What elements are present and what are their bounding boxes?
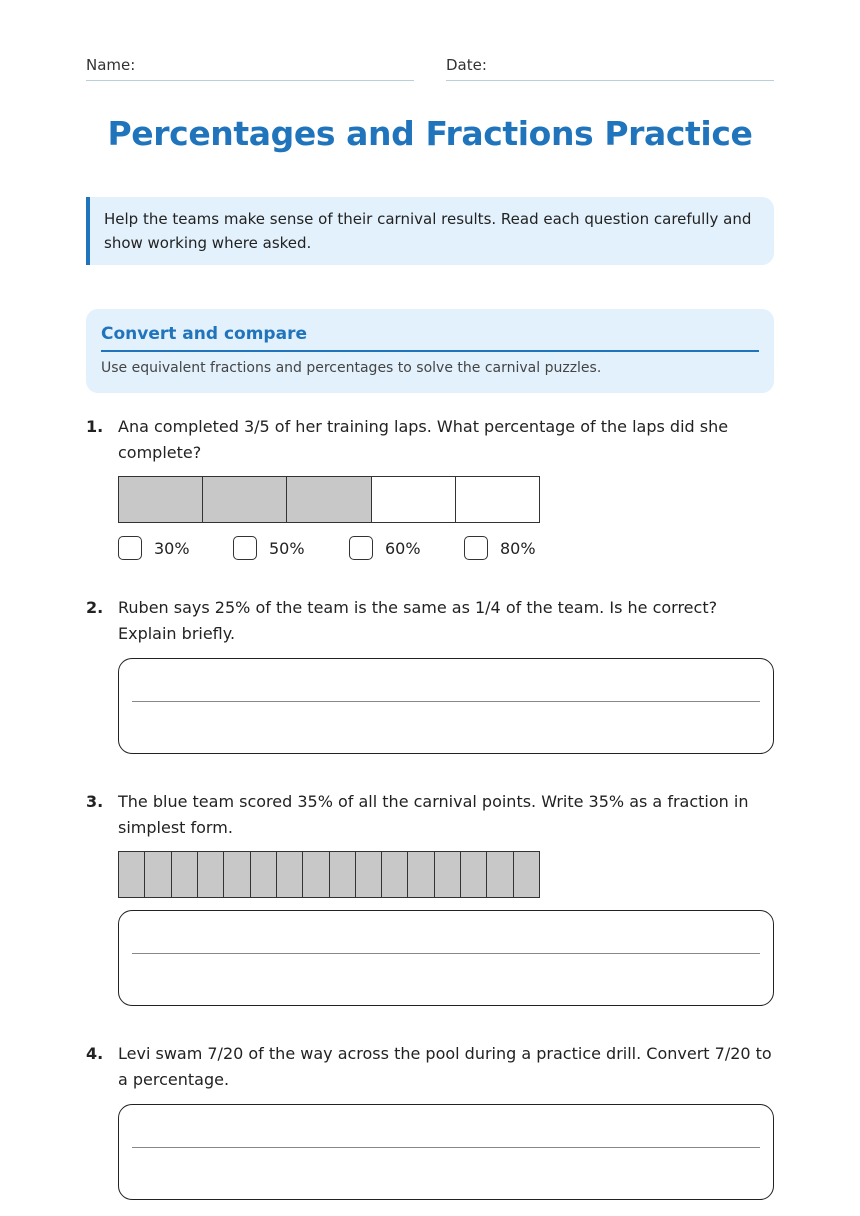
question-1 — [86, 414, 774, 466]
checkbox[interactable] — [233, 536, 257, 560]
fraction-part-shaded — [119, 477, 203, 522]
question-number: 2. — [86, 598, 104, 617]
question-text: The blue team scored 35% of all the carnival points. Write 35% as a fraction in simplest form. — [118, 792, 749, 837]
question-number: 4. — [86, 1044, 104, 1063]
fraction-part-shaded — [487, 852, 513, 897]
name-label: Name: — [86, 56, 136, 74]
question-2 — [86, 595, 774, 647]
fraction-part-shaded — [172, 852, 198, 897]
fraction-part-shaded — [203, 477, 287, 522]
intro-callout: Help the teams make sense of their carnival results. Read each question carefully and show working where asked. — [86, 197, 774, 265]
fraction-part-shaded — [287, 477, 371, 522]
fraction-part-shaded — [382, 852, 408, 897]
fraction-part-shaded — [356, 852, 382, 897]
checkbox[interactable] — [349, 536, 373, 560]
option-4[interactable] — [464, 536, 536, 560]
question-3 — [86, 789, 774, 841]
answer-box[interactable] — [118, 910, 774, 1006]
answer-line — [132, 953, 760, 954]
option-2[interactable] — [233, 536, 305, 560]
option-label: 80% — [500, 538, 536, 558]
fraction-part-shaded — [198, 852, 224, 897]
section-title: Convert and compare — [101, 323, 759, 352]
question-number: 1. — [86, 417, 104, 436]
date-label: Date: — [446, 56, 487, 74]
checkbox[interactable] — [118, 536, 142, 560]
section-subtitle: Use equivalent fractions and percentages to solve the carnival puzzles. — [101, 360, 602, 376]
answer-line — [132, 1147, 760, 1148]
answer-line — [132, 701, 760, 702]
fraction-part-shaded — [514, 852, 539, 897]
name-field[interactable] — [86, 53, 414, 81]
fraction-bar-sixteenths — [118, 851, 540, 898]
question-4 — [86, 1041, 774, 1093]
answer-box[interactable] — [118, 1104, 774, 1200]
worksheet-title: Percentages and Fractions Practice — [107, 114, 753, 153]
fraction-part-shaded — [224, 852, 250, 897]
fraction-part-shaded — [408, 852, 434, 897]
fraction-part-shaded — [303, 852, 329, 897]
option-label: 60% — [385, 538, 421, 558]
fraction-part-empty — [456, 477, 539, 522]
fraction-part-shaded — [461, 852, 487, 897]
question-text: Ruben says 25% of the team is the same as 1/4 of the team. Is he correct? Explain briefly. — [118, 598, 718, 643]
option-1[interactable] — [118, 536, 190, 560]
fraction-bar-fifths — [118, 476, 540, 523]
fraction-part-shaded — [119, 852, 145, 897]
question-number: 3. — [86, 792, 104, 811]
fraction-part-shaded — [277, 852, 303, 897]
option-label: 30% — [154, 538, 190, 558]
question-text: Ana completed 3/5 of her training laps. What percentage of the laps did she complete? — [118, 417, 729, 462]
fraction-part-shaded — [435, 852, 461, 897]
fraction-part-shaded — [330, 852, 356, 897]
section-panel — [86, 309, 774, 393]
fraction-part-shaded — [251, 852, 277, 897]
option-label: 50% — [269, 538, 305, 558]
fraction-part-shaded — [145, 852, 171, 897]
checkbox[interactable] — [464, 536, 488, 560]
date-field[interactable] — [446, 53, 774, 81]
fraction-part-empty — [372, 477, 456, 522]
question-text: Levi swam 7/20 of the way across the pool during a practice drill. Convert 7/20 to a percentage. — [118, 1044, 772, 1089]
answer-box[interactable] — [118, 658, 774, 754]
option-3[interactable] — [349, 536, 421, 560]
